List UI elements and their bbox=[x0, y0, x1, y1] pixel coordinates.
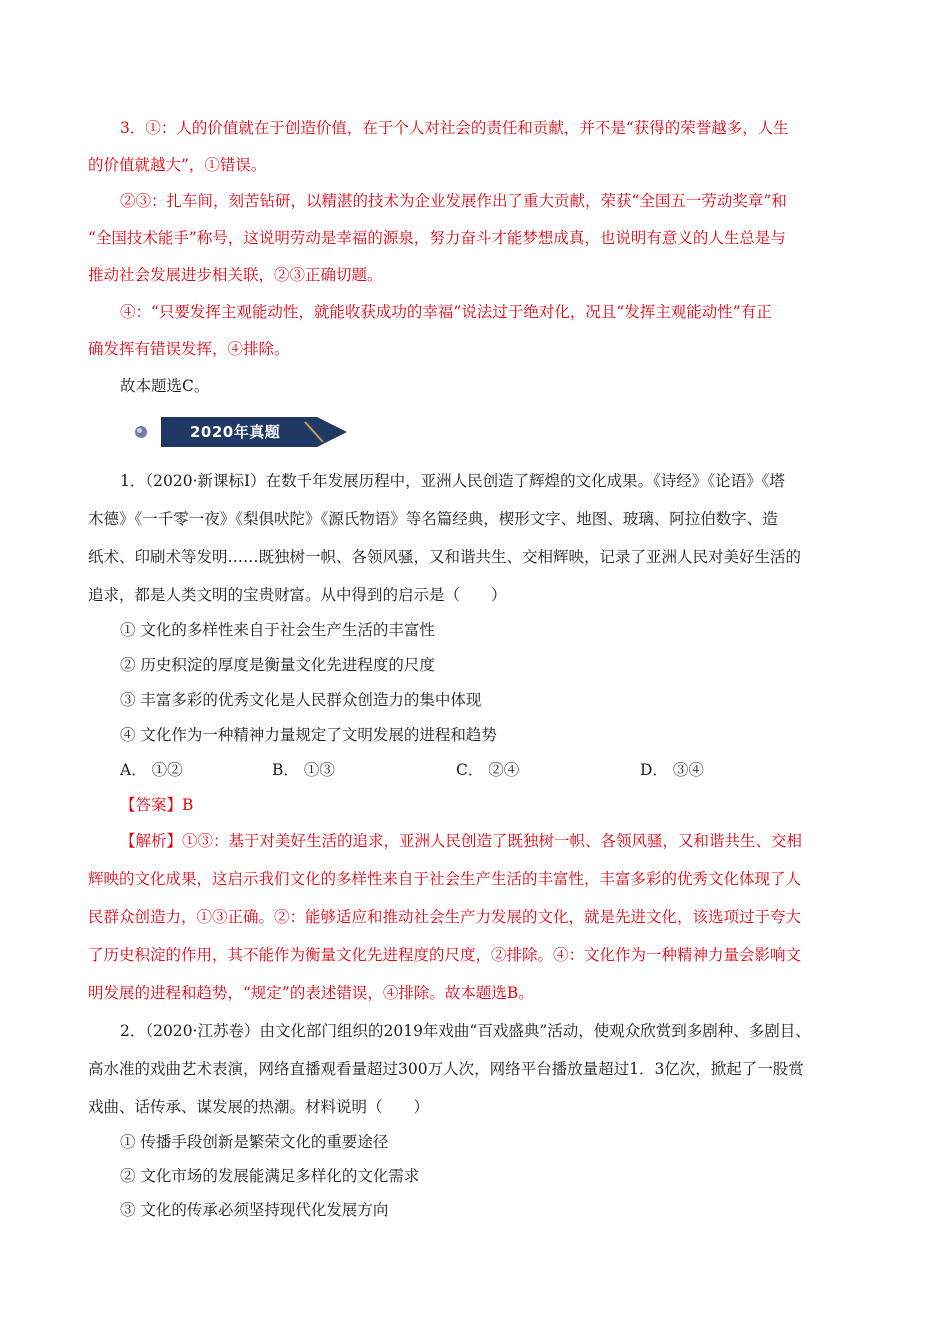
q1-stem-line: 木德》《一千零一夜》《梨俱吠陀》《源氏物语》等名篇经典，楔形文字、地图、玻璃、阿拉伯数字、造 bbox=[88, 510, 778, 528]
q1-option-a: A． ①② bbox=[120, 761, 183, 779]
prev-explanation-line: 的价值就越大”，①错误。 bbox=[88, 156, 267, 174]
q1-explanation-line: 辉映的文化成果，这启示我们文化的多样性来自于社会生产生活的丰富性，丰富多彩的优秀文化体现了人 bbox=[88, 870, 802, 888]
prev-explanation-line: ④：“只要发挥主观能动性，就能收获成功的幸福”说法过于绝对化，况且“发挥主观能动性”有正 bbox=[120, 303, 772, 321]
q2-statement-1: ① 传播手段创新是繁荣文化的重要途径 bbox=[120, 1133, 389, 1151]
prev-explanation-line: “全国技术能手”称号，这说明劳动是幸福的源泉，努力奋斗才能梦想成真，也说明有意义的人生总是与 bbox=[88, 229, 786, 247]
q2-stem-line: 戏曲、话传承、谋发展的热潮。材料说明（ ） bbox=[88, 1098, 430, 1116]
prev-explanation-line: 推动社会发展进步相关联，②③正确切题。 bbox=[88, 266, 383, 284]
q1-explanation-line: 民群众创造力，①③正确。②：能够适应和推动社会生产力发展的文化，就是先进文化，该选项过于夸大 bbox=[88, 908, 802, 926]
q1-answer: 【答案】B bbox=[120, 796, 194, 814]
prev-explanation-line: 确发挥有错误发挥，④排除。 bbox=[88, 340, 290, 358]
q1-stem-line: 1．（2020·新课标Ⅰ）在数千年发展历程中，亚洲人民创造了辉煌的文化成果。《诗经》《论语》《塔 bbox=[120, 472, 785, 490]
q1-statement-4: ④ 文化作为一种精神力量规定了文明发展的进程和趋势 bbox=[120, 726, 497, 744]
q1-explanation-line: 【解析】①③：基于对美好生活的追求，亚洲人民创造了既独树一帜、各领风骚，又和谐共生、交相 bbox=[120, 832, 803, 850]
q1-option-b: B． ①③ bbox=[272, 761, 335, 779]
q2-stem-line: 高水准的戏曲艺术表演，网络直播观看量超过300万人次，网络平台播放量超过1．3亿次，掀起了一股赏 bbox=[88, 1060, 804, 1078]
q1-option-c: C． ②④ bbox=[456, 761, 520, 779]
q1-statement-3: ③ 丰富多彩的优秀文化是人民群众创造力的集中体现 bbox=[120, 691, 482, 709]
q1-explanation-line: 明发展的进程和趋势，“规定”的表述错误，④排除。故本题选B。 bbox=[88, 984, 534, 1002]
prev-conclusion: 故本题选C。 bbox=[120, 377, 210, 395]
q2-stem-line: 2．（2020·江苏卷）由文化部门组织的2019年戏曲“百戏盛典”活动，使观众欣赏到多剧种、多剧目、 bbox=[120, 1022, 811, 1040]
q1-statement-2: ② 历史积淀的厚度是衡量文化先进程度的尺度 bbox=[120, 656, 435, 674]
q1-statement-1: ① 文化的多样性来自于社会生产生活的丰富性 bbox=[120, 621, 435, 639]
q1-option-d: D． ③④ bbox=[640, 761, 704, 779]
q2-statement-2: ② 文化市场的发展能满足多样化的文化需求 bbox=[120, 1167, 420, 1185]
q1-stem-line: 追求，都是人类文明的宝贵财富。从中得到的启示是（ ） bbox=[88, 586, 507, 604]
q1-explanation-line: 了历史积淀的作用，其不能作为衡量文化先进程度的尺度，②排除。④：文化作为一种精神力量会影响文 bbox=[88, 946, 802, 964]
prev-explanation-line: 3．①：人的价值就在于创造价值，在于个人对社会的责任和贡献，并不是“获得的荣誉越多，人生 bbox=[120, 119, 789, 137]
prev-explanation-line: ②③：扎车间，刻苦钻研，以精湛的技术为企业发展作出了重大贡献，荣获“全国五一劳动奖章”和 bbox=[120, 192, 787, 210]
section-title: 2020年真题 bbox=[190, 423, 281, 441]
q2-statement-3: ③ 文化的传承必须坚持现代化发展方向 bbox=[120, 1201, 389, 1219]
q1-stem-line: 纸术、印刷术等发明……既独树一帜、各领风骚，又和谐共生、交相辉映，记录了亚洲人民对美好生活的 bbox=[88, 548, 802, 566]
